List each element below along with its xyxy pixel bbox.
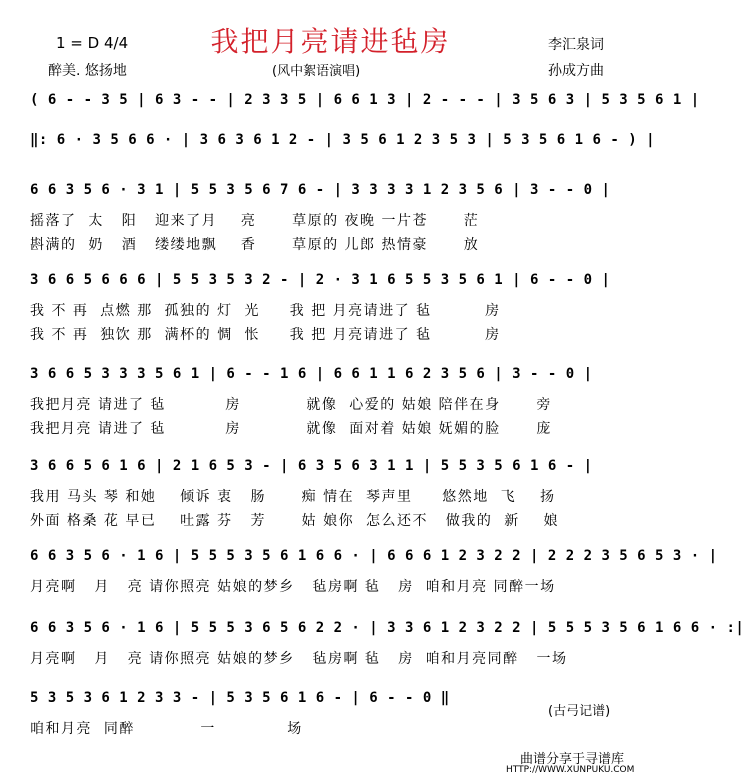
lyric-line: 我把月亮 请进了 毡 房 就像 心爱的 姑娘 陪伴在身 旁	[30, 397, 552, 413]
notation-line: 6 6 3 5 6 · 3 1 | 5 5 3 5 6 7 6 - | 3 3 3 3 1 2 3 5 6 | 3 - - 0 |	[30, 182, 611, 198]
composer: 孙成方曲	[548, 63, 604, 79]
footer-url: HTTP://WWW.XUNPUKU.COM	[506, 765, 635, 775]
notation-line: 6 6 3 5 6 · 1 6 | 5 5 5 3 6 5 6 2 2 · | 3 3 6 1 2 3 2 2 | 5 5 5 3 5 6 1 6 6 · :|	[30, 620, 744, 636]
lyric-line: 我 不 再 点燃 那 孤独的 灯 光 我 把 月亮请进了 毡 房	[30, 303, 501, 319]
lyric-line: 月亮啊 月 亮 请你照亮 姑娘的梦乡 毡房啊 毡 房 咱和月亮 同醉一场	[30, 579, 556, 595]
key-signature: 1 = D 4/4	[56, 34, 129, 52]
lyric-line: 我用 马头 琴 和她 倾诉 衷 肠 痴 情在 琴声里 悠然地 飞 扬	[30, 489, 556, 505]
notation-line: 5 3 5 3 6 1 2 3 3 - | 5 3 5 6 1 6 - | 6 - - 0 ‖	[30, 690, 450, 706]
lyric-line: 我把月亮 请进了 毡 房 就像 面对着 姑娘 妩媚的脸 庞	[30, 421, 552, 437]
transcriber-note: (古弓记谱)	[548, 704, 611, 719]
tempo-mood: 醉美. 悠扬地	[48, 63, 127, 79]
lyric-line: 我 不 再 独饮 那 满杯的 惆 怅 我 把 月亮请进了 毡 房	[30, 327, 501, 343]
notation-line: 3 6 6 5 6 6 6 | 5 5 3 5 3 2 - | 2 · 3 1 6 5 5 3 5 6 1 | 6 - - 0 |	[30, 272, 611, 288]
lyricist: 李汇泉词	[548, 37, 604, 53]
notation-line: 3 6 6 5 6 1 6 | 2 1 6 5 3 - | 6 3 5 6 3 1 1 | 5 5 3 5 6 1 6 - |	[30, 458, 593, 474]
notation-line: 3 6 6 5 3 3 3 5 6 1 | 6 - - 1 6 | 6 6 1 1 6 2 3 5 6 | 3 - - 0 |	[30, 366, 593, 382]
lyric-line: 斟满的 奶 酒 缕缕地飘 香 草原的 儿郎 热情豪 放	[30, 237, 480, 253]
lyric-line: 咱和月亮 同醉 一 场	[30, 721, 303, 737]
lyric-line: 外面 格桑 花 早已 吐露 芬 芳 姑 娘你 怎么还不 做我的 新 娘	[30, 513, 560, 529]
footer-source: 曲谱分享于寻谱库	[520, 752, 625, 767]
notation-line: ( 6 - - 3 5 | 6 3 - - | 2 3 3 5 | 6 6 1 3 | 2 - - - | 3 5 6 3 | 5 3 5 6 1 |	[30, 92, 700, 108]
lyric-line: 摇落了 太 阳 迎来了月 亮 草原的 夜晚 一片苍 茫	[30, 213, 480, 229]
notation-line: ‖: 6 · 3 5 6 6 · | 3 6 3 6 1 2 - | 3 5 6 1 2 3 5 3 | 5 3 5 6 1 6 - ) |	[30, 132, 656, 148]
singer: (风中絮语演唱)	[272, 64, 361, 79]
notation-line: 6 6 3 5 6 · 1 6 | 5 5 5 3 5 6 1 6 6 · | 6 6 6 1 2 3 2 2 | 2 2 2 3 5 6 5 3 · |	[30, 548, 718, 564]
song-title: 我把月亮请进毡房	[210, 25, 451, 58]
lyric-line: 月亮啊 月 亮 请你照亮 姑娘的梦乡 毡房啊 毡 房 咱和月亮同醉 一场	[30, 651, 568, 667]
